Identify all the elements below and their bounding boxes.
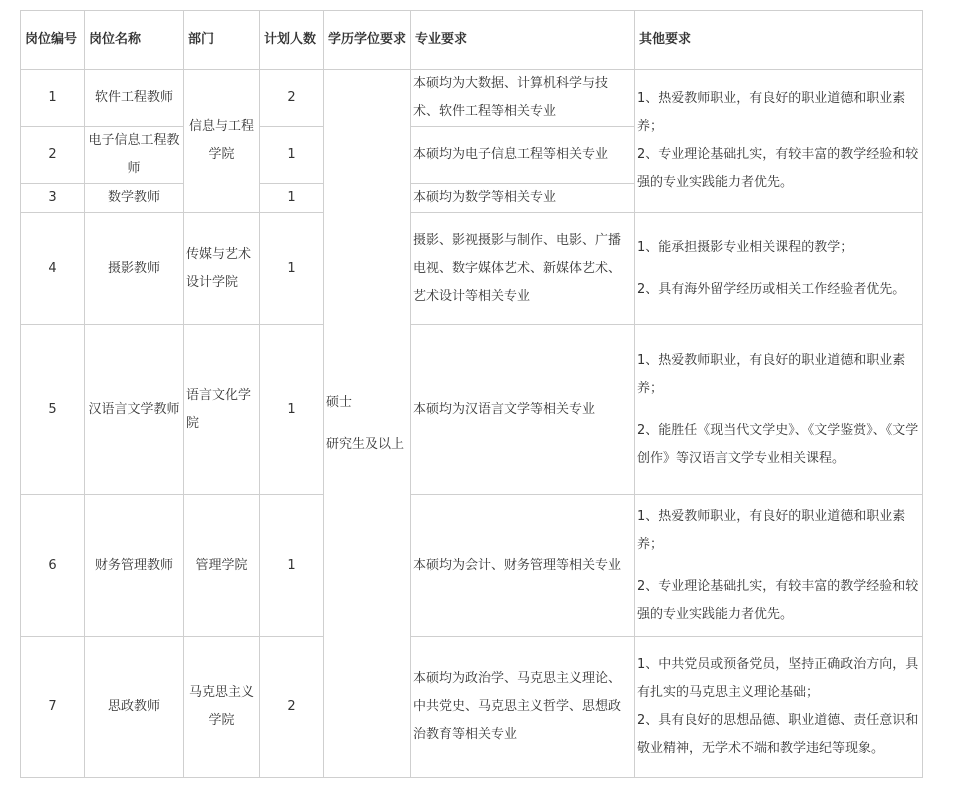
row-count: 1 [260, 213, 324, 325]
table-header-row [21, 11, 923, 70]
header-other: 其他要求 [635, 11, 923, 70]
job-table [20, 10, 923, 778]
degree-gap [326, 417, 408, 431]
table-row [21, 213, 923, 325]
row-dept: 传媒与艺术设计学院 [184, 213, 260, 325]
row-title: 电子信息工程教师 [85, 127, 184, 184]
row-major: 本硕均为汉语言文学等相关专业 [411, 325, 635, 495]
row-other [635, 325, 923, 495]
row-title: 数学教师 [85, 184, 184, 213]
degree-line1: 硕士 [326, 394, 353, 410]
row-id: 5 [21, 325, 85, 495]
header-degree: 学历学位要求 [324, 11, 411, 70]
row-other [635, 213, 923, 325]
row-id: 7 [21, 637, 85, 778]
row-id: 6 [21, 495, 85, 637]
other-line: 1、热爱教师职业，有良好的职业道德和职业素养； [637, 352, 906, 396]
header-id: 岗位编号 [21, 11, 85, 70]
table-row [21, 495, 923, 637]
row-dept: 信息与工程学院 [184, 70, 260, 213]
header-title: 岗位名称 [85, 11, 184, 70]
row-id: 4 [21, 213, 85, 325]
other-line: 2、具有良好的思想品德、职业道德、责任意识和敬业精神，无学术不端和教学违纪等现象。 [637, 713, 919, 756]
header-major: 专业要求 [411, 11, 635, 70]
other-line: 2、具有海外留学经历或相关工作经验者优先。 [637, 281, 906, 297]
row-title: 财务管理教师 [85, 495, 184, 637]
table-row [21, 637, 923, 778]
row-other [635, 495, 923, 637]
row-major: 本硕均为数学等相关专业 [411, 184, 635, 213]
degree-line2: 研究生及以上 [326, 436, 405, 452]
header-dept: 部门 [184, 11, 260, 70]
row-major: 摄影、影视摄影与制作、电影、广播电视、数字媒体艺术、新媒体艺术、艺术设计等相关专业 [411, 213, 635, 325]
row-dept: 管理学院 [184, 495, 260, 637]
other-line: 1、能承担摄影专业相关课程的教学； [637, 239, 854, 255]
table-row [21, 325, 923, 495]
other-line: 1、热爱教师职业，有良好的职业道德和职业素养； [637, 508, 906, 552]
table-row [21, 70, 923, 127]
row-count: 2 [260, 637, 324, 778]
row-id: 3 [21, 184, 85, 213]
other-line: 1、中共党员或预备党员，坚持正确政治方向，具有扎实的马克思主义理论基础； [637, 657, 919, 700]
row-other [635, 70, 923, 213]
row-major: 本硕均为大数据、计算机科学与技术、软件工程等相关专业 [411, 70, 635, 127]
row-id: 1 [21, 70, 85, 127]
row-count: 1 [260, 184, 324, 213]
row-count: 1 [260, 127, 324, 184]
other-line: 2、专业理论基础扎实，有较丰富的教学经验和较强的专业实践能力者优先。 [637, 578, 919, 622]
row-major: 本硕均为会计、财务管理等相关专业 [411, 495, 635, 637]
other-line: 1、热爱教师职业，有良好的职业道德和职业素养； [637, 91, 906, 134]
row-count: 2 [260, 70, 324, 127]
row-title: 软件工程教师 [85, 70, 184, 127]
row-other [635, 637, 923, 778]
row-id: 2 [21, 127, 85, 184]
other-line: 2、能胜任《现当代文学史》、《文学鉴赏》、《文学创作》等汉语言文学专业相关课程。 [637, 422, 919, 466]
other-line: 2、专业理论基础扎实，有较丰富的教学经验和较强的专业实践能力者优先。 [637, 147, 919, 190]
row-dept: 语言文化学院 [184, 325, 260, 495]
row-count: 1 [260, 495, 324, 637]
row-major: 本硕均为政治学、马克思主义理论、中共党史、马克思主义哲学、思想政治教育等相关专业 [411, 637, 635, 778]
row-title: 汉语言文学教师 [85, 325, 184, 495]
row-title: 摄影教师 [85, 213, 184, 325]
degree-cell [324, 70, 411, 778]
row-dept: 马克思主义学院 [184, 637, 260, 778]
row-major: 本硕均为电子信息工程等相关专业 [411, 127, 635, 184]
row-title: 思政教师 [85, 637, 184, 778]
row-count: 1 [260, 325, 324, 495]
header-count: 计划人数 [260, 11, 324, 70]
